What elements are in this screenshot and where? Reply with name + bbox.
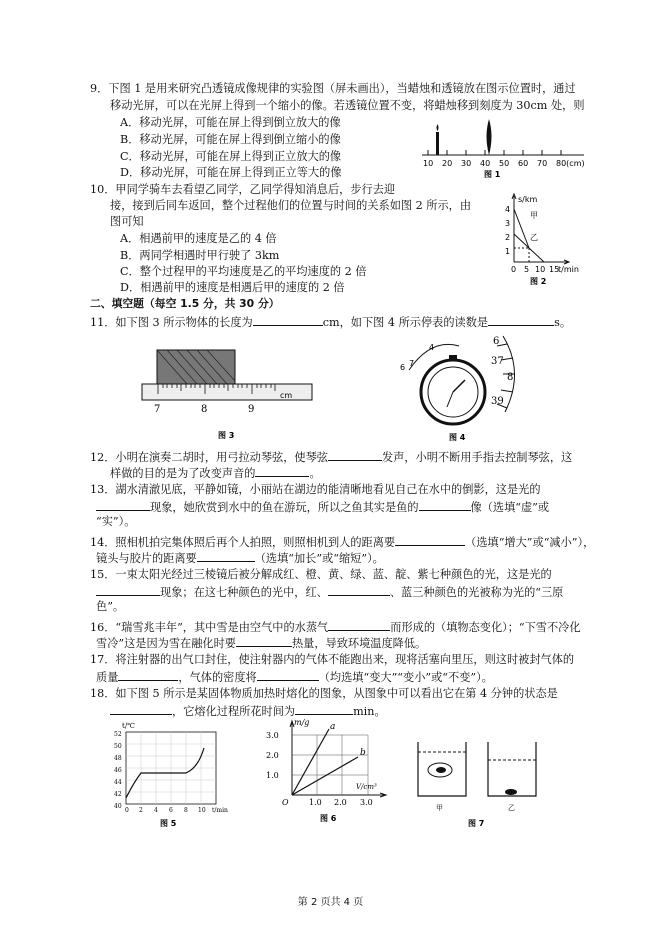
- q18-blank-2[interactable]: [295, 703, 353, 715]
- svg-text:48: 48: [114, 755, 122, 762]
- q15-line2: 现象；在这七种颜色的光中，红、 、蓝三种颜色的光被称为光的“三原: [96, 584, 563, 600]
- section-2-heading: 二、填空题（每空 1.5 分，共 30 分）: [90, 297, 280, 310]
- q18-line2: ，它熔化过程所花时间为 min。: [110, 703, 386, 719]
- svg-text:50: 50: [499, 159, 510, 168]
- svg-text:1.0: 1.0: [266, 771, 279, 780]
- q13-blank-1[interactable]: [96, 499, 150, 511]
- svg-text:52: 52: [114, 731, 122, 738]
- q16-blank-2[interactable]: [236, 635, 292, 647]
- svg-text:t/min: t/min: [558, 265, 579, 274]
- svg-text:0: 0: [125, 807, 129, 814]
- figure-3-ruler: [140, 336, 320, 444]
- q16-line1: 16．“瑞雪兆丰年”，其中雪是由空气中的水蒸气 而形成的（填物态变化）；“下雪不冷化: [90, 621, 581, 634]
- svg-text:6: 6: [169, 807, 173, 814]
- q10-line3: 图可知: [110, 215, 144, 228]
- q9-option-a: A．移动光屏，可能在屏上得到倒立放大的像: [120, 116, 341, 129]
- q11-blank-2[interactable]: [488, 314, 554, 326]
- svg-text:60: 60: [518, 159, 529, 168]
- svg-text:40: 40: [480, 159, 491, 168]
- q9-line2: 移动光屏，可以在光屏上得到一个缩小的像。若透镜位置不变，将蜡烛移到刻度为 30cm 处，则: [110, 99, 585, 112]
- svg-text:3.0: 3.0: [360, 798, 373, 807]
- q11-blank-1[interactable]: [253, 314, 323, 326]
- svg-text:50: 50: [114, 743, 122, 750]
- q9-option-c: C．移动光屏，可能在屏上得到正立放大的像: [120, 150, 342, 163]
- svg-text:乙: 乙: [508, 804, 515, 812]
- figure-6-mass-volume-graph: [262, 715, 392, 825]
- svg-text:cm: cm: [280, 391, 293, 400]
- figure-4-stopwatch: [395, 332, 535, 444]
- svg-text:m/g: m/g: [294, 718, 310, 727]
- svg-text:3: 3: [505, 219, 511, 228]
- svg-text:图 1: 图 1: [484, 170, 501, 179]
- q13-line3: “实”）。: [96, 515, 136, 528]
- svg-text:a: a: [330, 722, 336, 732]
- svg-text:42: 42: [114, 791, 122, 798]
- q10-line1: 10．甲同学骑车去看望乙同学，乙同学得知消息后，步行去迎: [90, 183, 396, 196]
- q10-option-c: C．整个过程甲的平均速度是乙的平均速度的 2 倍: [120, 265, 367, 278]
- q12-blank-2[interactable]: [255, 465, 309, 477]
- svg-text:4: 4: [154, 807, 158, 814]
- svg-text:80(cm): 80(cm): [556, 159, 585, 168]
- svg-text:8: 8: [507, 372, 514, 383]
- q14-line2: 镜头与胶片的距离要 （选填“加长”或“缩短”）。: [96, 552, 384, 565]
- q17-blank-2[interactable]: [257, 669, 319, 681]
- svg-text:4: 4: [505, 205, 511, 214]
- q10-option-b: B．两同学相遇时甲行驶了 3km: [120, 249, 280, 262]
- q9-line1: 9．下图 1 是用来研究凸透镜成像规律的实验图（屏未画出），当蜡烛和透镜放在图示位置时，通过: [90, 82, 576, 95]
- svg-text:30: 30: [461, 159, 472, 168]
- svg-text:甲: 甲: [436, 804, 443, 812]
- q16-blank-1[interactable]: [328, 619, 390, 631]
- q10-option-a: A．相遇前甲的速度是乙的 4 倍: [120, 232, 277, 245]
- svg-text:37: 37: [491, 356, 504, 367]
- svg-text:t/℃: t/℃: [122, 722, 136, 730]
- svg-text:40: 40: [114, 803, 122, 810]
- svg-text:44: 44: [114, 779, 122, 786]
- svg-text:图 5: 图 5: [160, 819, 177, 828]
- svg-text:7: 7: [409, 359, 415, 368]
- svg-text:图 3: 图 3: [218, 431, 235, 440]
- q13-blank-2[interactable]: [419, 499, 471, 511]
- q13-line1: 13．湖水清澈见底，平静如镜，小丽站在湖边的能清晰地看见自己在水中的倒影，这是光的: [90, 483, 541, 496]
- svg-text:3.0: 3.0: [266, 731, 279, 740]
- svg-text:9: 9: [248, 404, 255, 415]
- svg-text:20: 20: [442, 159, 453, 168]
- q17-blank-1[interactable]: [118, 669, 178, 681]
- q12-line2: 样做的目的是为了改变声音的 。: [110, 467, 321, 480]
- q9-option-d: D．移动光屏，可能在屏上得到正立等大的像: [120, 166, 342, 179]
- q14-blank-2[interactable]: [197, 550, 255, 562]
- svg-text:2.0: 2.0: [266, 751, 279, 760]
- page-footer: 第 2 页共 4 页: [297, 897, 364, 908]
- svg-text:10: 10: [423, 159, 434, 168]
- q15-line1: 15．一束太阳光经过三棱镜后被分解成红、橙、黄、绿、蓝、靛、紫七种颜色的光，这是光的: [90, 568, 552, 581]
- svg-text:V/cm³: V/cm³: [356, 783, 377, 791]
- figure-5-melting-graph: [108, 718, 233, 828]
- svg-text:8: 8: [201, 404, 208, 415]
- lens-icon: [487, 119, 492, 155]
- q14-line1: 14．照相机拍完集体照后再个人拍照，则照相机到人的距离要 （选填“增大”或“减小”），: [90, 536, 595, 549]
- q16-line2: 雪冷”这是因为雪在融化时要 热量，导致环境温度降低。: [96, 637, 427, 650]
- svg-text:图 6: 图 6: [320, 814, 337, 823]
- q13-line2: 现象，她欣赏到水中的鱼在游玩，所以之鱼其实是鱼的 像（选填“虚”或: [96, 499, 549, 515]
- svg-text:70: 70: [537, 159, 548, 168]
- svg-text:2: 2: [139, 807, 143, 814]
- q17-line2: 质量 ，气体的密度将 （均选填“变大”“变小”或“不变”）。: [96, 671, 493, 684]
- q10-line2: 接，接到后同车返回，整个过程他们的位置与时间的关系如图 2 所示，由: [110, 199, 472, 212]
- candle-icon: [436, 132, 439, 155]
- svg-text:b: b: [360, 748, 366, 758]
- svg-text:10: 10: [535, 265, 546, 274]
- svg-text:39: 39: [491, 396, 504, 407]
- svg-text:O: O: [282, 798, 289, 807]
- q14-blank-1[interactable]: [395, 534, 465, 546]
- svg-text:1: 1: [505, 247, 511, 256]
- svg-text:0: 0: [511, 265, 517, 274]
- svg-text:6: 6: [493, 336, 500, 347]
- svg-text:1.0: 1.0: [309, 798, 322, 807]
- svg-text:7: 7: [154, 404, 161, 415]
- svg-text:t/min: t/min: [212, 807, 228, 814]
- q11-line: 11．如下图 3 所示物体的长度为 cm，如下图 4 所示停表的读数是 s。: [90, 316, 572, 329]
- q15-blank-2[interactable]: [328, 584, 390, 596]
- svg-text:6: 6: [400, 363, 406, 372]
- svg-text:图 4: 图 4: [449, 433, 466, 442]
- measured-object: [157, 350, 235, 384]
- figure-1-optical-bench: [418, 118, 588, 180]
- svg-text:2.0: 2.0: [334, 798, 347, 807]
- svg-text:s/km: s/km: [518, 195, 538, 204]
- q15-blank-1[interactable]: [96, 584, 160, 596]
- svg-text:甲: 甲: [530, 211, 538, 220]
- figure-7-beakers: [410, 730, 545, 830]
- q18-blank-1[interactable]: [110, 703, 172, 715]
- q12-blank-1[interactable]: [328, 449, 382, 461]
- figure-2-position-time-graph: [500, 190, 580, 290]
- svg-text:4: 4: [429, 343, 435, 352]
- q9-option-b: B．移动光屏，可能在屏上得到倒立缩小的像: [120, 133, 341, 146]
- q12-line1: 12．小明在演奏二胡时，用弓拉动琴弦，使琴弦 发声，小明不断用手指去控制琴弦，这: [90, 451, 573, 464]
- svg-text:图 7: 图 7: [468, 819, 485, 828]
- q17-line1: 17．将注射器的出气口封住，使注射器内的气体不能跑出来，现将活塞向里压，则这时被封气体的: [90, 653, 575, 666]
- svg-text:图 2: 图 2: [530, 277, 547, 286]
- q10-option-d: D．相遇前甲的速度是相遇后甲的速度的 2 倍: [120, 281, 345, 294]
- svg-text:46: 46: [114, 767, 122, 774]
- svg-text:15: 15: [549, 265, 560, 274]
- svg-text:2: 2: [505, 233, 511, 242]
- q15-line3: 色”。: [96, 600, 125, 613]
- q18-line1: 18．如下图 5 所示是某固体物质加热时熔化的图象，从图象中可以看出它在第 4 分钟的状态是: [90, 687, 558, 700]
- svg-text:乙: 乙: [530, 233, 538, 242]
- svg-text:10: 10: [198, 807, 206, 814]
- svg-text:5: 5: [524, 265, 530, 274]
- svg-text:8: 8: [184, 807, 188, 814]
